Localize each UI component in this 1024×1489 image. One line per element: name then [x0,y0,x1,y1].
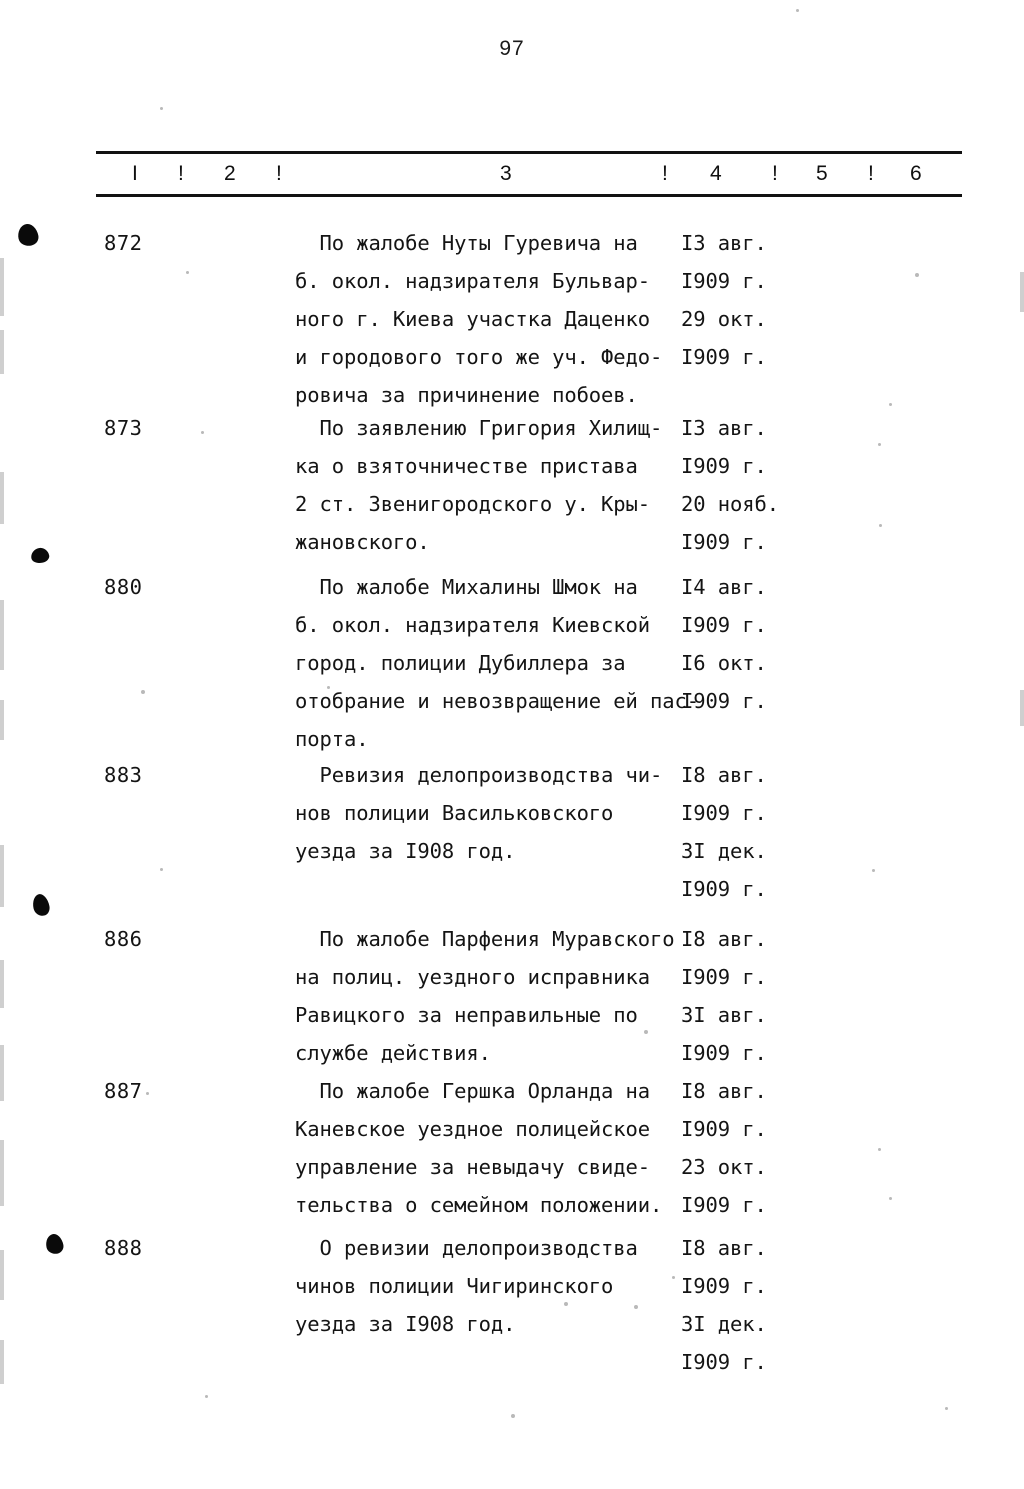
date-line: 3I дек. [681,1312,767,1336]
date-line: I4 авг. [681,575,767,599]
entry-dates [681,756,911,908]
scan-speck [945,1407,948,1410]
column-separator-mark: ! [662,162,668,185]
column-separator-mark: ! [772,162,778,185]
date-line: 23 окт. [681,1155,767,1179]
entry-number: 886 [104,927,143,951]
date-line: I909 г. [681,1117,767,1141]
column-number-2: 2 [224,162,236,185]
scan-speck [205,1395,208,1398]
scan-speck [564,1302,568,1306]
entry-description [295,1072,695,1224]
scan-speck [872,869,875,872]
scan-speck [141,690,145,694]
date-line: I909 г. [681,877,767,901]
entry-dates [681,1072,911,1224]
page-edge-mark [0,258,4,316]
date-line: 29 окт. [681,307,767,331]
date-line: I909 г. [681,689,767,713]
description-line: По жалобе Нуты Гуревича на [295,231,638,255]
description-line: По жалобе Гершка Орланда на [295,1079,651,1103]
date-line: I909 г. [681,345,767,369]
page-edge-mark [0,1045,4,1101]
description-line: управление за невыдачу свиде- [295,1155,651,1179]
column-separator-mark: ! [276,162,282,185]
entry-description [295,568,699,758]
date-line: I8 авг. [681,927,767,951]
page-edge-mark [0,700,4,740]
date-line: I3 авг. [681,231,767,255]
description-line: По жалобе Парфения Муравского [295,927,675,951]
scan-speck [878,443,881,446]
entry-number: 887 [104,1079,143,1103]
description-line: службе действия. [295,1041,491,1065]
description-line: Равицкого за неправильные по [295,1003,638,1027]
entry-number: 872 [104,231,143,255]
scan-speck [879,524,882,527]
scan-speck [186,271,189,274]
column-number-5: 5 [816,162,828,185]
entry-description [295,756,695,870]
description-line: уезда за I908 год. [295,839,516,863]
column-number-4: 4 [710,162,722,185]
date-line: I909 г. [681,269,767,293]
date-line: I8 авг. [681,763,767,787]
scan-speck [915,273,919,277]
description-line: жановского. [295,530,430,554]
description-line: Ревизия делопроизводства чи- [295,763,663,787]
description-line: б. окол. надзирателя Бульвар- [295,269,651,293]
page-edge-mark [0,600,4,670]
entry-dates [681,920,911,1072]
scan-speck [160,107,163,110]
description-line: Каневское уездное полицейское [295,1117,651,1141]
date-line: I3 авг. [681,416,767,440]
page-edge-mark [1020,272,1024,312]
column-number-3: 3 [500,162,512,185]
scan-speck [878,1148,881,1151]
date-line: I6 окт. [681,651,767,675]
entry-dates [681,224,911,376]
column-number-header [96,151,962,197]
date-line: I909 г. [681,801,767,825]
entry-description [295,920,695,1072]
margin-ink-blot [30,546,51,564]
entry-description [295,224,695,414]
scan-speck [511,1414,515,1418]
date-line: 3I дек. [681,839,767,863]
date-line: I909 г. [681,613,767,637]
page-edge-mark [0,472,4,524]
entry-description [295,409,695,561]
description-line: нов полиции Васильковского [295,801,614,825]
description-line: уезда за I908 год. [295,1312,516,1336]
scan-speck [796,9,799,12]
description-line: порта. [295,727,369,751]
description-line: отобрание и невозвращение ей пас- [295,689,699,713]
description-line: тельства о семейном положении. [295,1193,663,1217]
description-line: О ревизии делопроизводства [295,1236,638,1260]
column-separator-mark: ! [178,162,184,185]
date-line: I909 г. [681,1350,767,1374]
date-line: I909 г. [681,965,767,989]
scan-speck [327,686,330,689]
date-line: I909 г. [681,1274,767,1298]
description-line: По заявлению Григория Хилищ- [295,416,663,440]
margin-ink-blot [44,1232,65,1255]
description-line: 2 ст. Звенигородского у. Кры- [295,492,651,516]
date-line: 3I авг. [681,1003,767,1027]
column-number-6: 6 [910,162,922,185]
description-line: на полиц. уездного исправника [295,965,651,989]
date-line: I909 г. [681,530,767,554]
description-line: ка о взяточничестве пристава [295,454,638,478]
description-line: б. окол. надзирателя Киевской [295,613,651,637]
margin-ink-blot [16,222,40,248]
page-edge-mark [0,1340,4,1384]
date-line: I8 авг. [681,1236,767,1260]
entry-number: 880 [104,575,143,599]
scan-speck [889,1197,892,1200]
entry-dates [681,409,911,561]
page-edge-mark [0,1140,4,1206]
entry-description [295,1229,695,1343]
scan-speck [634,1305,638,1309]
column-separator-mark: ! [868,162,874,185]
margin-ink-blot [31,893,51,918]
entry-number: 873 [104,416,143,440]
scan-speck [644,1030,648,1034]
page-edge-mark [1020,690,1024,726]
description-line: По жалобе Михалины Шмок на [295,575,638,599]
description-line: город. полиции Дубиллера за [295,651,626,675]
page-edge-mark [0,845,4,907]
scan-speck [160,868,163,871]
entry-dates [681,1229,911,1381]
entry-dates [681,568,911,720]
date-line: I909 г. [681,1041,767,1065]
description-line: ного г. Киева участка Даценко [295,307,651,331]
description-line: ровича за причинение побоев. [295,383,638,407]
description-line: чинов полиции Чигиринского [295,1274,614,1298]
scan-speck [889,403,892,406]
date-line: I8 авг. [681,1079,767,1103]
column-number-I: I [132,162,138,185]
page-edge-mark [0,1250,4,1300]
page-number: 97 [499,37,525,60]
date-line: 20 нояб. [681,492,779,516]
page-edge-mark [0,330,4,374]
date-line: I909 г. [681,454,767,478]
scan-speck [201,431,204,434]
page-edge-mark [0,960,4,1008]
entry-number: 883 [104,763,143,787]
scan-speck [146,1092,149,1095]
scan-speck [672,1276,675,1279]
description-line: и городового того же уч. Федо- [295,345,663,369]
entry-number: 888 [104,1236,143,1260]
date-line: I909 г. [681,1193,767,1217]
